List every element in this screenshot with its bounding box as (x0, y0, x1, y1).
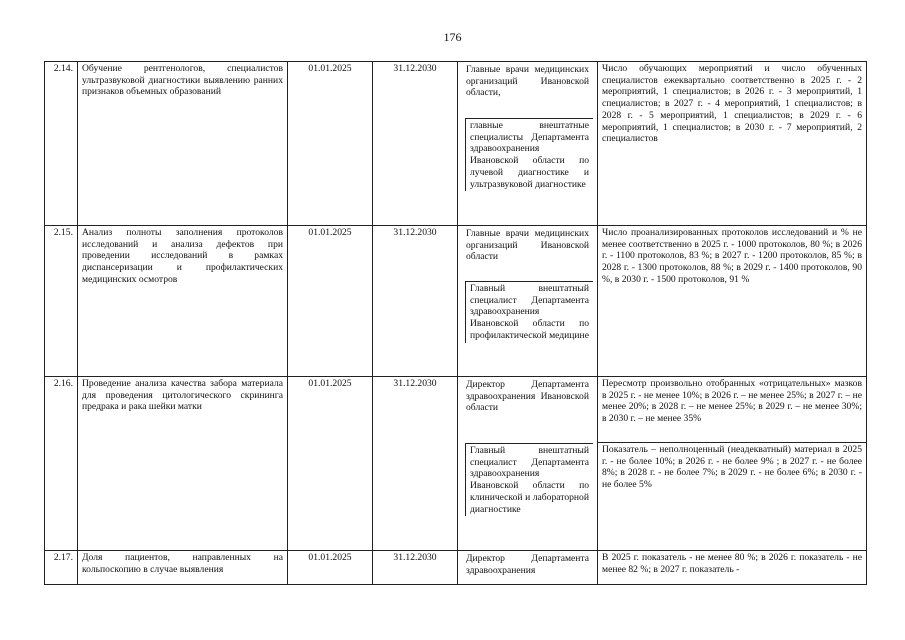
indicator-text: В 2025 г. показатель - не менее 80 %; в 2026 г. показатель - не менее 82 %; в 2027 г. показатель - (598, 551, 867, 585)
indicator-cell (598, 377, 867, 551)
row-number: 2.16. (45, 377, 78, 551)
responsible-main: Директор Департамента здравоохранения Ивановской области (466, 379, 589, 414)
responsible-main: Главные врачи медицинских организаций Ивановской области, (466, 64, 589, 99)
table-row (45, 377, 867, 551)
responsible-specialist: Главный внештатный специалист Департамента здравоохранения Ивановской области по профилактической медицине (465, 281, 593, 343)
start-date: 01.01.2025 (288, 62, 373, 226)
table-row (45, 551, 867, 585)
responsible-specialist: главные внештатные специалисты Департамента здравоохранения Ивановской области по лучевой диагностике и ультразвуковой диагностике (465, 118, 593, 191)
responsible-specialist: Главный внештатный специалист Департамента здравоохранения Ивановской области по клинической и лабораторной диагностике (465, 443, 593, 516)
row-number: 2.17. (45, 551, 78, 585)
indicator-text: Показатель – неполноценный (неадекватный) материал в 2025 г. - не более 10%; в 2026 г. - не более 9% ; в 2027 г. - не более 8%; в 2028 г. - не более 7%; в 2029 г. - не более 6%; в 2030 г. - не более 5% (598, 442, 866, 492)
responsible-cell (458, 377, 598, 551)
plan-table (44, 61, 867, 585)
responsible-cell (458, 62, 598, 226)
event-description: Проведение анализа качества забора материала для проведения цитологического скрининга предрака и рака шейки матки (78, 377, 288, 551)
indicator-text: Пересмотр произвольно отобранных «отрицательных» мазков в 2025 г. - не менее 10%; в 2026 г. – не менее 25%; в 2027 г. – не менее 20%; в 2028 г. – не менее 25%; в 2029 г. – не менее 30%; в 2030 г. – не менее 35% (602, 378, 862, 425)
table-row (45, 62, 867, 226)
row-number: 2.14. (45, 62, 78, 226)
table-row (45, 226, 867, 377)
event-description: Доля пациентов, направленных на кольпоскопию в случае выявления (78, 551, 288, 585)
start-date: 01.01.2025 (288, 377, 373, 551)
responsible-cell (458, 551, 598, 585)
end-date: 31.12.2030 (373, 377, 458, 551)
end-date: 31.12.2030 (373, 551, 458, 585)
event-description: Обучение рентгенологов, специалистов ультразвуковой диагностики выявлению ранних признаков объемных образований (78, 62, 288, 226)
row-number: 2.15. (45, 226, 78, 377)
start-date: 01.01.2025 (288, 551, 373, 585)
page-number: 176 (443, 30, 462, 44)
responsible-cell (458, 226, 598, 377)
event-description: Анализ полноты заполнения протоколов исследований и анализа дефектов при проведении исследований в рамках диспансеризации и профилактических медицинских осмотров (78, 226, 288, 377)
start-date: 01.01.2025 (288, 226, 373, 377)
indicator-text: Число проанализированных протоколов исследований и % не менее соответственно в 2025 г. - 1000 протоколов, 80 %; в 2026 г. - 1100 протоколов, 83 %; в 2027 г. - 1200 протоколов, 85 %; в 2028 г. - 1300 протоколов, 88 %; в 2029 г. - 1400 протоколов, 90 %, в 2030 г. - 1500 протоколов, 91 % (598, 226, 867, 377)
end-date: 31.12.2030 (373, 226, 458, 377)
indicator-text: Число обучающих мероприятий и число обученных специалистов ежеквартально соответственно в 2025 г. - 2 мероприятий, 1 специалистов; в 2026 г. - 3 мероприятий, 1 специалистов; в 2027 г. - 4 мероприятий, 1 специалистов; в 2028 г. - 5 мероприятий, 1 специалистов; в 2029 г. - 6 мероприятий, 1 специалистов; в 2030 г. - 7 мероприятий, 2 специалистов (598, 62, 867, 226)
responsible-main: Директор Департамента здравоохранения (466, 553, 589, 576)
end-date: 31.12.2030 (373, 62, 458, 226)
responsible-main: Главные врачи медицинских организаций Ивановской области (466, 228, 589, 263)
